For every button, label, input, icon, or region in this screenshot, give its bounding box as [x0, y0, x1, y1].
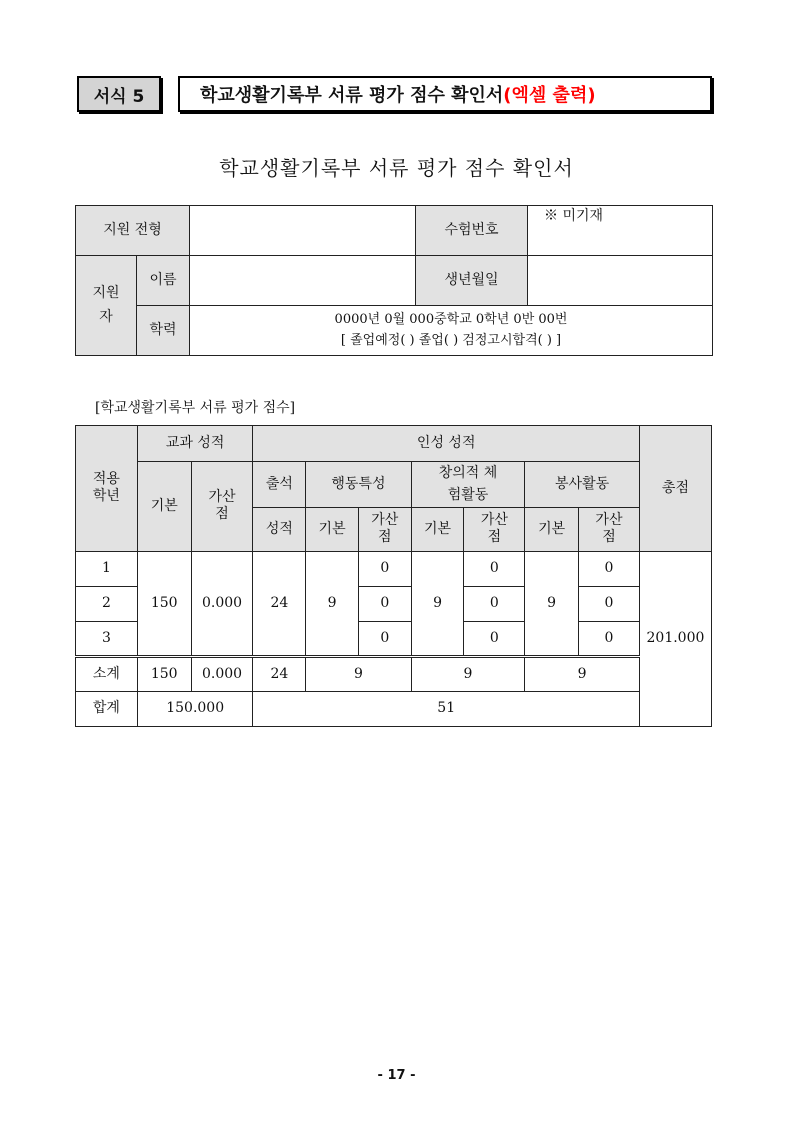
subject-bonus-cell: 0.000	[191, 551, 253, 656]
behavior-basic-header: 기본	[306, 507, 359, 551]
applicant-label: 지원자	[76, 256, 137, 356]
attendance-cell: 24	[253, 551, 306, 656]
application-type-value	[190, 206, 416, 256]
behavior-bonus-header: 가산점	[358, 507, 411, 551]
creative-bonus-cell: 0	[464, 551, 525, 586]
total-score-cell: 201.000	[639, 551, 711, 726]
name-value	[190, 256, 416, 306]
subject-basic-cell: 150	[137, 551, 191, 656]
attendance-header: 출석	[253, 462, 306, 508]
creative-basic-header: 기본	[411, 507, 464, 551]
sum-label: 합계	[76, 691, 138, 726]
applied-grade-header: 적용학년	[76, 426, 138, 552]
volunteer-header: 봉사활동	[525, 462, 640, 508]
character-score-header: 인성 성적	[253, 426, 639, 462]
form-number-box: 서식 5	[77, 76, 161, 112]
form-title-text: 학교생활기록부 서류 평가 점수 확인서	[200, 85, 504, 106]
volunteer-bonus-cell: 0	[579, 551, 640, 586]
form-title-box	[178, 76, 712, 112]
volunteer-basic-cell: 9	[525, 551, 579, 656]
subject-bonus-header: 가산점	[191, 462, 253, 552]
creative-basic-cell: 9	[411, 551, 464, 656]
creative-activity-header: 창의적 체험활동	[411, 462, 525, 508]
exam-number-label: 수험번호	[416, 206, 528, 256]
grade-cell: 2	[76, 586, 138, 621]
education-line-1: 0000년 0월 000중학교 0학년 0반 00번	[334, 311, 568, 327]
volunteer-bonus-cell: 0	[579, 586, 640, 621]
behavior-bonus-cell: 0	[358, 586, 411, 621]
grade-cell: 3	[76, 621, 138, 656]
creative-bonus-cell: 0	[464, 586, 525, 621]
subtotal-subject-bonus: 0.000	[191, 656, 253, 691]
sum-subject: 150.000	[137, 691, 253, 726]
birth-date-label: 생년월일	[416, 256, 528, 306]
behavior-header: 행동특성	[306, 462, 411, 508]
total-score-header: 총점	[639, 426, 711, 552]
subtotal-attendance: 24	[253, 656, 306, 691]
table-row	[76, 551, 712, 586]
sum-character: 51	[253, 691, 639, 726]
creative-bonus-cell: 0	[464, 621, 525, 656]
exam-number-note: ※ 미기재	[528, 206, 713, 256]
applicant-info-table	[75, 205, 713, 356]
education-value	[190, 306, 713, 356]
sum-row	[76, 691, 712, 726]
grade-cell: 1	[76, 551, 138, 586]
subtotal-volunteer: 9	[525, 656, 640, 691]
score-section-label: [학교생활기록부 서류 평가 점수]	[95, 400, 296, 416]
education-label: 학력	[137, 306, 190, 356]
behavior-basic-cell: 9	[306, 551, 359, 656]
behavior-bonus-cell: 0	[358, 551, 411, 586]
subject-score-header: 교과 성적	[137, 426, 253, 462]
document-title: 학교생활기록부 서류 평가 점수 확인서	[219, 156, 574, 180]
form-title-suffix: (엑셀 출력)	[503, 85, 596, 106]
education-line-2: [ 졸업예정( ) 졸업( ) 검정고시합격( ) ]	[340, 332, 562, 348]
page-number: - 17 -	[377, 1068, 416, 1083]
score-table	[75, 425, 712, 727]
volunteer-bonus-cell: 0	[579, 621, 640, 656]
subject-basic-header: 기본	[137, 462, 191, 552]
application-type-label: 지원 전형	[76, 206, 190, 256]
subtotal-creative: 9	[411, 656, 525, 691]
subtotal-label: 소계	[76, 656, 138, 691]
attendance-score-header: 성적	[253, 507, 306, 551]
subtotal-subject-basic: 150	[137, 656, 191, 691]
behavior-bonus-cell: 0	[358, 621, 411, 656]
volunteer-basic-header: 기본	[525, 507, 579, 551]
name-label: 이름	[137, 256, 190, 306]
volunteer-bonus-header: 가산점	[579, 507, 640, 551]
birth-date-value	[528, 256, 713, 306]
subtotal-behavior: 9	[306, 656, 411, 691]
creative-bonus-header: 가산점	[464, 507, 525, 551]
subtotal-row	[76, 656, 712, 691]
